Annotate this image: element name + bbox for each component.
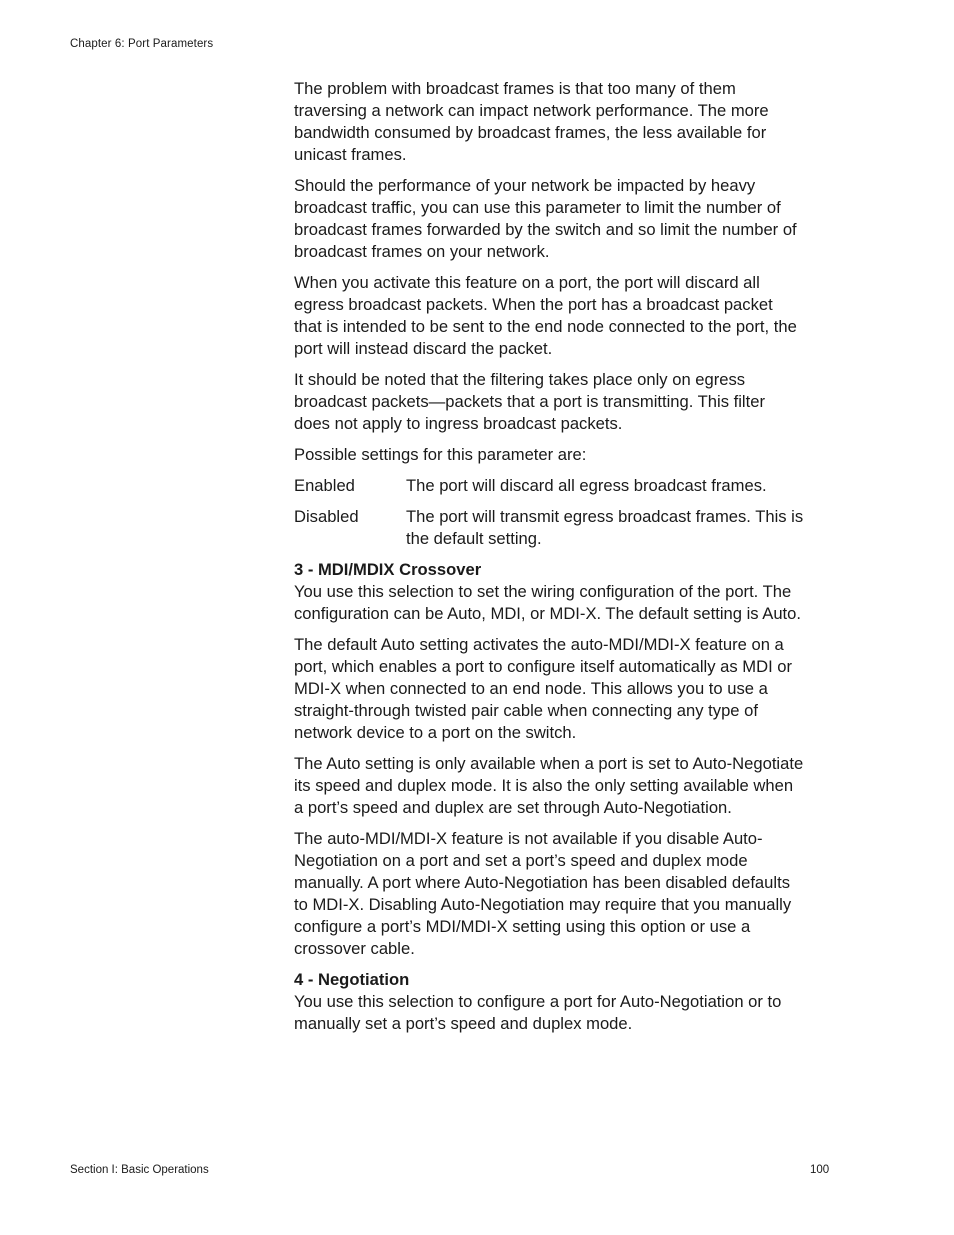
paragraph: You use this selection to configure a port for Auto-Negotiation or to manually set a port’s speed and duplex mode. [294,992,782,1033]
paragraph: Possible settings for this parameter are: [294,445,587,464]
paragraph: Should the performance of your network be impacted by heavy broadcast traffic, you can use this parameter to limit the number of broadcast frames forwarded by the switch and so limit the number of broadcast frames on your network. [294,176,797,261]
setting-row-disabled [294,506,804,550]
setting-description: The port will discard all egress broadcast frames. [406,476,767,495]
setting-row-enabled [294,475,804,497]
paragraph: The problem with broadcast frames is that too many of them traversing a network can impact network performance. The more bandwidth consumed by broadcast frames, the less available for unicast frames. [294,79,769,164]
setting-name: Enabled [294,476,355,495]
paragraph: The auto-MDI/MDI-X feature is not available if you disable Auto-Negotiation on a port and set a port’s speed and duplex mode manually. A port where Auto-Negotiation has been disabled defaults to MDI-X. Disabling Auto-Negotiation may require that you manually configure a port’s MDI/MDI-X setting using this option or use a crossover cable. [294,829,792,958]
paragraph: It should be noted that the filtering takes place only on egress broadcast packets—packets that a port is transmitting. This filter does not apply to ingress broadcast packets. [294,370,765,433]
page-number: 100 [810,1164,830,1176]
paragraph: When you activate this feature on a port, the port will discard all egress broadcast packets. When the port has a broadcast packet that is intended to be sent to the end node connected to the port, the port will instead discard the packet. [294,273,797,358]
page-body [294,78,804,1044]
section-heading-negotiation: 4 - Negotiation [294,970,410,989]
setting-description: The port will transmit egress broadcast frames. This is the default setting. [406,507,804,548]
footer-section: Section I: Basic Operations [70,1164,209,1176]
running-header: Chapter 6: Port Parameters [70,38,214,50]
paragraph: The default Auto setting activates the auto-MDI/MDI-X feature on a port, which enables a port to configure itself automatically as MDI or MDI-X when connected to an end node. This allows you to use a straight-through twisted pair cable when connecting any type of network device to a port on the switch. [294,635,793,742]
paragraph: You use this selection to set the wiring configuration of the port. The configuration can be Auto, MDI, or MDI-X. The default setting is Auto. [294,582,801,623]
settings-list [294,475,804,550]
paragraph: The Auto setting is only available when a port is set to Auto-Negotiate its speed and duplex mode. It is also the only setting available when a port’s speed and duplex are set through Auto-Negotiation. [294,754,804,817]
setting-name: Disabled [294,507,359,526]
section-heading-mdi-crossover: 3 - MDI/MDIX Crossover [294,560,482,579]
